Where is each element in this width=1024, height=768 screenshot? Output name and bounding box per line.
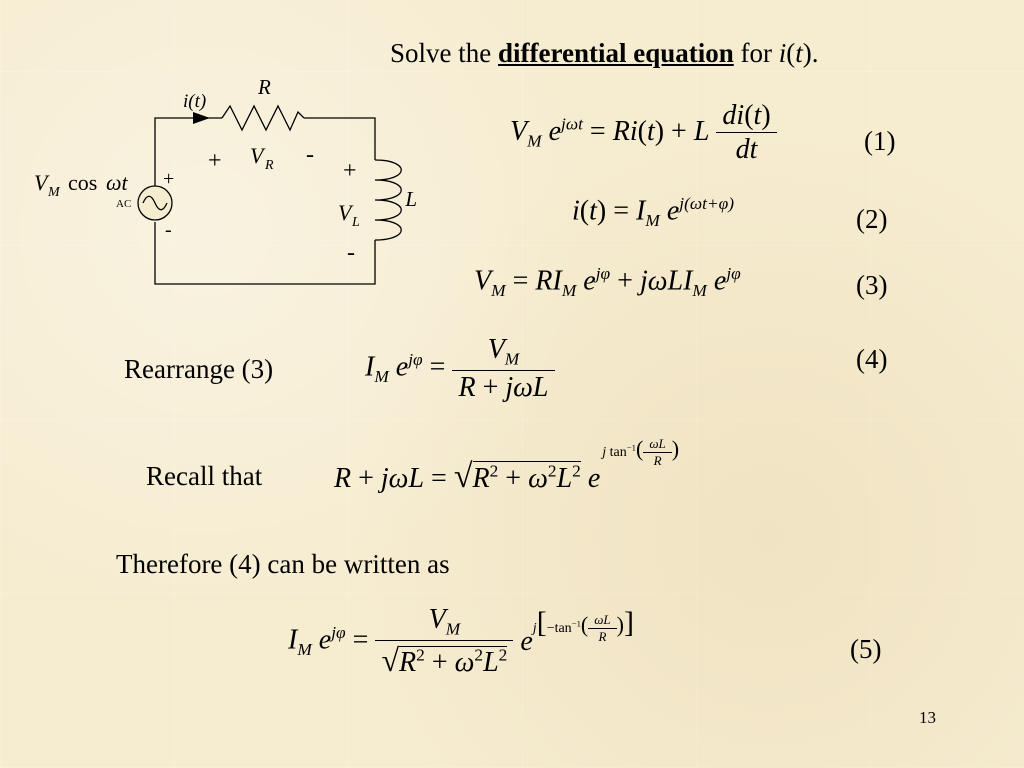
bottom-wire [155,222,375,284]
current-label: i(t) [183,91,207,112]
equation-5-number: (5) [850,634,882,664]
equation-3: $V_M = RI_M$ $e^{j\varphi} + j\omega LI_M$ $e^{j\varphi}$ [474,264,741,300]
polar-identity-equation: $R + j\omega L = √R^2 + \omega^2L^2$ ej $\tan^{-1}$( $\frac{\omega L}{R}$ ) [334,436,680,495]
resistor-symbol [222,106,304,130]
equation-4: $I_M$ $e^{j\varphi}$ = $\frac{V_M}{\text{R + jωL}}$ [365,334,555,404]
current-arrow-icon [193,112,210,124]
source-plus-sign: + [163,168,175,190]
equation-1-number: (1) [864,126,896,156]
resistor-label: R [258,75,271,99]
vl-subscript: L [352,215,360,230]
source-subscript: M [48,185,60,200]
title-suffix: for [740,38,772,68]
vr-plus-sign: + [208,148,222,174]
title-variable: i [778,38,787,68]
rl-circuit-diagram [0,0,420,300]
equation-2-number: (2) [856,204,888,234]
source-cos: cos [68,170,98,195]
source-omega-t: ωt [106,170,128,195]
eq5-fraction: $\frac{V_M}{√R^2 + \omega^2L^2}$ [375,604,513,679]
source-ac-label: AC [116,198,132,210]
top-right-wire [304,118,375,160]
title-close: ). [802,38,819,68]
rearrange-label: Rearrange (3) [124,354,274,384]
equation-2: $i(t) = I_M$ $e^{j(\omega t+\varphi)}$ [572,194,735,230]
therefore-label: Therefore (4) can be written as [116,549,450,579]
recall-label: Recall that [146,461,263,491]
eq4-fraction: $\frac{V_M}{\text{R + jωL}}$ [452,334,554,404]
inductor-symbol [375,160,401,240]
equation-4-number: (4) [856,344,888,374]
equation-1: $V_M$ $e^{j\omega t} = Ri(t) + L$ $\frac{di(t)}{dt}$ [510,100,777,167]
vr-minus-sign: - [306,142,314,168]
vr-label: V [250,143,264,168]
title-keyword: differential equation [498,38,734,68]
equation-3-number: (3) [856,270,888,300]
vl-label: V [338,200,352,225]
vl-minus-sign: - [347,240,355,266]
page-number: 13 [919,708,936,727]
source-label: V [34,170,48,195]
didt-fraction: $\frac{di(t)}{dt}$ [716,100,776,167]
inductor-label: L [405,187,417,211]
title-prefix: Solve the [390,38,492,68]
title-open-paren: ( [786,38,796,68]
title-t: t [795,38,803,68]
vl-plus-sign: + [343,158,357,184]
source-minus-sign: - [165,219,172,241]
vr-subscript: R [265,158,274,173]
equation-5: $I_M$ $e^{j\varphi}$ = $\frac{V_M}{√R^2 + \omega^2L^2}$ $ej[-\tan^{-1}$( $\frac{\omega L}{R}$ )] [288,604,634,678]
slide-title [390,38,819,69]
